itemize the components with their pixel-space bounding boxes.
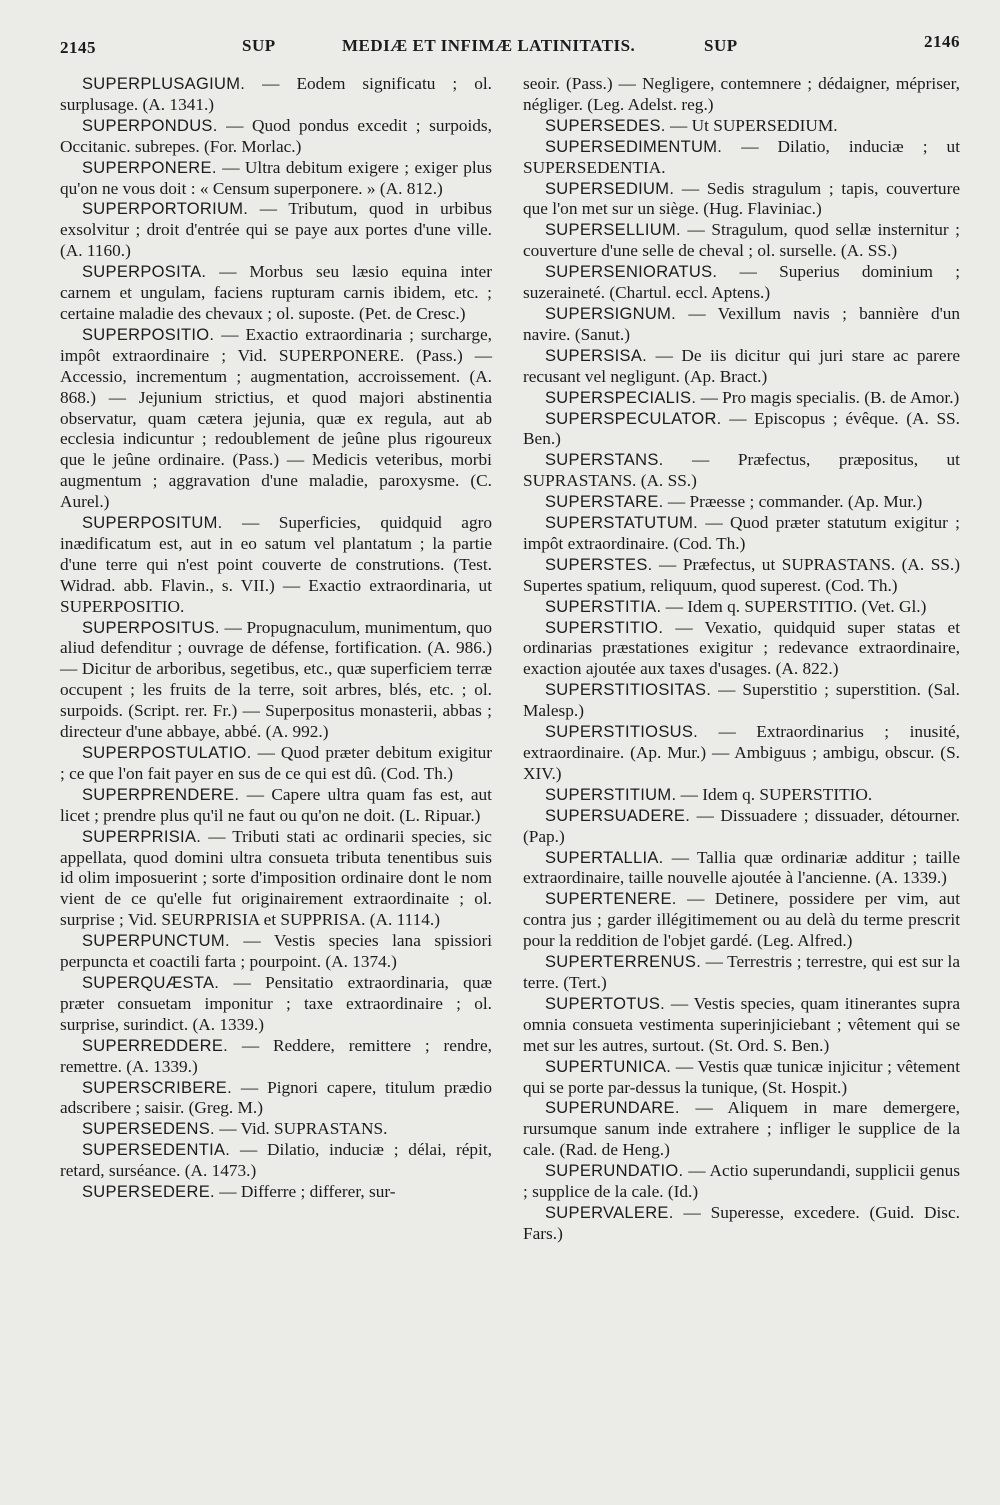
dictionary-entry bbox=[60, 1036, 492, 1078]
entry-headword: SUPERSTITIOSUS. bbox=[545, 723, 699, 742]
dictionary-entry bbox=[523, 722, 960, 785]
dictionary-entry bbox=[523, 116, 960, 137]
entry-headword: SUPERSEDENTIA. bbox=[82, 1141, 231, 1160]
dictionary-entry bbox=[523, 952, 960, 994]
entry-definition: — Vestis species, quam itinerantes supra omnia consueta vestimenta superinjiciebant ; vêtement qui se met sur les autres, surtout. (St. Ord. S. Ben.) bbox=[523, 993, 960, 1055]
entry-headword: SUPERSTITIUM. bbox=[545, 785, 677, 804]
entry-headword: SUPERTOTUS. bbox=[545, 994, 666, 1013]
entry-headword: SUPERPRISIA. bbox=[82, 827, 202, 846]
entry-headword: SUPERVALERE. bbox=[545, 1203, 674, 1222]
entry-definition: — Capere ultra quam fas est, aut licet ; prendre plus qu'il ne faut ou qu'on ne doit. (L. Ripuar.) bbox=[60, 784, 492, 825]
entry-definition: — Vexillum navis ; bannière d'un navire. (Sanut.) bbox=[523, 303, 960, 344]
entry-definition: — Actio superundandi, supplicii genus ; supplice de la cale. (Id.) bbox=[523, 1161, 960, 1202]
entry-definition: — Eodem significatu ; ol. surplusage. (A. 1341.) bbox=[60, 74, 492, 114]
entry-definition: — Quod præter debitum exigitur ; ce que l'on fait payer en sus de ce qui est dû. (Cod. Th.) bbox=[60, 743, 493, 783]
entry-definition: — Reddere, remittere ; rendre, remettre. (A. 1339.) bbox=[60, 1035, 492, 1076]
dictionary-entry bbox=[60, 1140, 492, 1182]
dictionary-entry bbox=[523, 450, 960, 492]
entry-headword: SUPERSELLIUM. bbox=[545, 221, 681, 240]
entry-headword: SUPERSISA. bbox=[545, 346, 648, 365]
entry-definition: — Morbus seu læsio equina inter carnem et ungulam, faciens rupturam carnis ibidem, etc. ; certaine maladie des chevaux ; ol. suposte. (Pet. de Cresc.) bbox=[60, 262, 492, 323]
entry-headword: SUPERSTATUTUM. bbox=[545, 514, 699, 533]
dictionary-entry bbox=[523, 785, 960, 806]
dictionary-entry bbox=[60, 1119, 492, 1140]
entry-headword: SUPERSPECULATOR. bbox=[545, 409, 722, 428]
dictionary-entry bbox=[60, 827, 492, 932]
entry-definition: seoir. (Pass.) — Negligere, contemnere ; dédaigner, mépriser, négliger. (Leg. Adelst. reg.) bbox=[523, 74, 960, 114]
entry-definition: — Vestis species lana spissiori perpuncta et coactili farta ; pourpoint. (A. 1374.) bbox=[60, 931, 492, 972]
entry-headword: SUPERREDDERE. bbox=[82, 1036, 229, 1055]
entry-definition: — Vestis quæ tunicæ injicitur ; vêtement qui se porte par-dessus la tunique, (St. Hospit.) bbox=[523, 1056, 960, 1097]
entry-definition: — Differre ; differer, sur- bbox=[219, 1182, 396, 1202]
dictionary-entry bbox=[60, 158, 492, 200]
dictionary-entry bbox=[523, 409, 960, 451]
entry-definition: — Aliquem in mare demergere, rursumque sanum inde extrahere ; infliger le supplice de la cale. (Rad. de Heng.) bbox=[523, 1098, 960, 1160]
dictionary-entry bbox=[60, 74, 492, 116]
entry-definition: — Vid. SUPRASTANS. bbox=[219, 1119, 388, 1139]
entry-definition: — Tributi stati ac ordinarii species, sic appellata, quod domini ultra consueta tributa tenentibus suis id olim imposuerint ; sorte d'imposition ordinaire dont le nom vient de ce qu'elle fut originairement extraordinaite ; ol. surprise ; Vid. SEURPRISIA et SUPPRISA. (A. 1114.) bbox=[60, 826, 492, 930]
entry-definition: — Ut SUPERSEDIUM. bbox=[670, 115, 838, 135]
dictionary-entry bbox=[523, 1057, 960, 1099]
dictionary-entry bbox=[523, 806, 960, 848]
entry-headword: SUPERTALLIA. bbox=[545, 848, 664, 867]
dictionary-entry bbox=[523, 597, 960, 618]
entry-definition: — Superesse, excedere. (Guid. Disc. Fars.) bbox=[523, 1202, 960, 1243]
entry-headword: SUPERSEDERE. bbox=[82, 1183, 215, 1202]
entry-definition: — Pignori capere, titulum prædio adscribere ; saisir. (Greg. M.) bbox=[60, 1077, 492, 1118]
entry-definition: — Pensitatio extraordinaria, quæ præter consuetam imponitur ; taxe extraordinaire ; ol. surprise, surindict. (A. 1339.) bbox=[60, 972, 492, 1034]
dictionary-entry bbox=[60, 973, 492, 1036]
entry-headword: SUPERPOSITUM. bbox=[82, 514, 223, 533]
entry-definition: — Propugnaculum, munimentum, quo aliud defenditur ; ouvrage de défense, fortification. (A. 986.) — Dicitur de arboribus, segetibus, etc., quæ superficiem terræ occupent ; les fruits de la terre, soit arbres, blés, etc. ; ol. surpoids. (Script. rer. Fr.) — Superpositus monasterii, abbas ; directeur d'une abbaye, abbé. (A. 992.) bbox=[60, 617, 492, 742]
entry-headword: SUPERTENERE. bbox=[545, 890, 677, 909]
running-head bbox=[60, 30, 960, 70]
right-guide-word: SUP bbox=[704, 36, 738, 55]
dictionary-entry bbox=[60, 618, 492, 743]
entry-headword: SUPERSENIORATUS. bbox=[545, 263, 718, 282]
text-columns bbox=[60, 74, 960, 1245]
dictionary-entry bbox=[523, 220, 960, 262]
entry-headword: SUPERSIGNUM. bbox=[545, 304, 677, 323]
entry-definition: — Terrestris ; terrestre, qui est sur la terre. (Tert.) bbox=[523, 952, 960, 992]
entry-definition: — Idem q. SUPERSTITIO. (Vet. Gl.) bbox=[665, 596, 927, 616]
dictionary-entry bbox=[523, 1098, 960, 1161]
entry-headword: SUPERTERRENUS. bbox=[545, 953, 702, 972]
dictionary-entry bbox=[60, 325, 492, 513]
entry-headword: SUPERPONERE. bbox=[82, 158, 217, 177]
entry-definition: — Stragulum, quod sellæ insternitur ; couverture d'une selle de cheval ; ol. surselle. (A. SS.) bbox=[523, 220, 960, 261]
entry-definition: — Sedis stragulum ; tapis, couverture que l'on met sur un siège. (Hug. Flaviniac.) bbox=[523, 178, 960, 219]
entry-definition: — Vexatio, quidquid super statas et ordinarias præstationes exigitur ; redevance extraordinaire, exaction ajoutée aux taxes d'usages. (A. 822.) bbox=[523, 617, 961, 679]
dictionary-entry bbox=[523, 513, 960, 555]
dictionary-entry bbox=[60, 262, 492, 325]
entry-definition: — De iis dicitur qui juri stare ac parere recusant vel negligunt. (Ap. Bract.) bbox=[523, 345, 960, 386]
entry-headword: SUPERSEDES. bbox=[545, 116, 666, 135]
dictionary-entry bbox=[523, 848, 960, 890]
left-column bbox=[60, 74, 492, 1245]
entry-headword: SUPERSCRIBERE. bbox=[82, 1078, 232, 1097]
right-page-number: 2146 bbox=[924, 32, 960, 51]
entry-headword: SUPERPOSITIO. bbox=[82, 325, 215, 344]
entry-headword: SUPERSTANS. bbox=[545, 451, 664, 470]
dictionary-entry bbox=[523, 889, 960, 952]
entry-definition: — Dilatio, induciæ ; ut SUPERSEDENTIA. bbox=[523, 136, 960, 177]
dictionary-entry bbox=[523, 1203, 960, 1245]
dictionary-entry bbox=[523, 388, 960, 409]
entry-definition: — Idem q. SUPERSTITIO. bbox=[680, 784, 873, 804]
left-page-number: 2145 bbox=[60, 38, 96, 57]
dictionary-entry bbox=[60, 931, 492, 973]
entry-headword: SUPERSTITIOSITAS. bbox=[545, 681, 712, 700]
dictionary-entry bbox=[60, 1182, 492, 1203]
entry-headword: SUPERSUADERE. bbox=[545, 806, 691, 825]
dictionary-entry bbox=[523, 680, 960, 722]
dictionary-entry bbox=[523, 74, 960, 116]
entry-definition: — Extraordinarius ; inusité, extraordinaire. (Ap. Mur.) — Ambiguus ; ambigu, obscur. (S. XIV.) bbox=[523, 722, 960, 783]
entry-definition: — Præesse ; commander. (Ap. Mur.) bbox=[667, 492, 923, 512]
dictionary-entry bbox=[523, 346, 960, 388]
entry-headword: SUPERSTITIA. bbox=[545, 597, 662, 616]
dictionary-entry bbox=[60, 743, 492, 785]
running-title: MEDIÆ ET INFIMÆ LATINITATIS. bbox=[342, 36, 636, 55]
entry-headword: SUPERSEDIUM. bbox=[545, 179, 675, 198]
entry-headword: SUPERUNDATIO. bbox=[545, 1162, 684, 1181]
entry-headword: SUPERSPECIALIS. bbox=[545, 388, 697, 407]
entry-headword: SUPERPRENDERE. bbox=[82, 785, 240, 804]
entry-definition: — Præfectus, ut SUPRASTANS. (A. SS.) Supertes spatium, reliquum, quod superest. (Cod. Th.) bbox=[523, 554, 960, 595]
entry-headword: SUPERSTES. bbox=[545, 555, 653, 574]
dictionary-entry bbox=[523, 304, 960, 346]
dictionary-entry bbox=[523, 179, 960, 221]
entry-headword: SUPERPONDUS. bbox=[82, 116, 218, 135]
entry-headword: SUPERPLUSAGIUM. bbox=[82, 75, 246, 93]
entry-headword: SUPERUNDARE. bbox=[545, 1099, 680, 1118]
dictionary-entry bbox=[60, 116, 492, 158]
entry-definition: — Superstitio ; superstition. (Sal. Malesp.) bbox=[523, 680, 960, 721]
entry-headword: SUPERSEDENS. bbox=[82, 1120, 215, 1139]
entry-definition: — Tallia quæ ordinariæ additur ; taille extraordinaire, taille nouvelle ajoutée à l'ancienne. (A. 1339.) bbox=[523, 847, 960, 888]
entry-definition: — Dissuadere ; dissuader, détourner. (Pap.) bbox=[523, 805, 960, 846]
dictionary-entry bbox=[523, 555, 960, 597]
entry-definition: — Detinere, possidere per vim, aut contra jus ; garder illégitimement ou au delà du terme prescrit pour la reddition de l'objet gardé. (Leg. Alfred.) bbox=[523, 889, 960, 951]
entry-definition: — Pro magis specialis. (B. de Amor.) bbox=[700, 387, 960, 407]
entry-definition: — Quod pondus excedit ; surpoids, Occitanic. subrepes. (For. Morlac.) bbox=[60, 115, 492, 156]
dictionary-entry bbox=[523, 262, 960, 304]
entry-definition: — Superius dominium ; suzeraineté. (Chartul. eccl. Aptens.) bbox=[523, 262, 960, 303]
dictionary-entry bbox=[523, 618, 960, 681]
entry-headword: SUPERSEDIMENTUM. bbox=[545, 137, 723, 156]
dictionary-entry bbox=[60, 513, 492, 618]
entry-headword: SUPERPOSITUS. bbox=[82, 618, 220, 637]
entry-headword: SUPERSTARE. bbox=[545, 493, 664, 512]
entry-headword: SUPERPOSTULATIO. bbox=[82, 744, 252, 762]
entry-headword: SUPERSTITIO. bbox=[545, 618, 664, 637]
dictionary-entry bbox=[523, 137, 960, 179]
dictionary-entry bbox=[60, 785, 492, 827]
entry-headword: SUPERPORTORIUM. bbox=[82, 200, 249, 219]
entry-headword: SUPERTUNICA. bbox=[545, 1057, 672, 1076]
entry-definition: — Episcopus ; évêque. (A. SS. Ben.) bbox=[523, 408, 960, 449]
entry-definition: — Præfectus, præpositus, ut SUPRASTANS. (A. SS.) bbox=[523, 450, 960, 491]
entry-definition: — Dilatio, induciæ ; délai, répit, retard, surséance. (A. 1473.) bbox=[60, 1140, 492, 1181]
entry-definition: — Superficies, quidquid agro inædificatum est, aut in eo satum vel plantatum ; la partie d'une terre qui n'est point couverte de construtions. (Test. Widrad. abb. Flavin., s. VII.) — Exactio extraordinaria, ut SUPERPOSITIO. bbox=[60, 513, 492, 616]
entry-headword: SUPERQUÆSTA. bbox=[82, 973, 220, 992]
entry-headword: SUPERPOSITA. bbox=[82, 263, 207, 282]
entry-definition: — Exactio extraordinaria ; surcharge, impôt extraordinaire ; Vid. SUPERPONERE. (Pass.) — Accessio, incrementum ; augmentation, accroissement. (A. 868.) — Jejunium strictius, et quod majori abstinentia observatur, quam cætera jejunia, quæ ex regula, aut ab ecclesia indicuntur ; redoublement de jeûne plus rigoureux que le jeûne ordinaire. (Pass.) — Medicis veteribus, morbi augmentum ; aggravation d'une maladie, paroxysme. (C. Aurel.) bbox=[60, 324, 493, 512]
entry-definition: — Ultra debitum exigere ; exiger plus qu'on ne vous doit : « Censum superponere. » (A. 812.) bbox=[60, 157, 492, 198]
dictionary-entry bbox=[523, 994, 960, 1057]
dictionary-entry bbox=[60, 1078, 492, 1120]
entry-definition: — Quod præter statutum exigitur ; impôt extraordinaire. (Cod. Th.) bbox=[523, 513, 960, 553]
dictionary-entry bbox=[523, 492, 960, 513]
dictionary-entry bbox=[523, 1161, 960, 1203]
left-guide-word: SUP bbox=[242, 36, 276, 55]
right-column bbox=[523, 74, 960, 1245]
entry-definition: — Tributum, quod in urbibus exsolvitur ; droit d'entrée qui se paye aux portes d'une ville. (A. 1160.) bbox=[60, 199, 492, 261]
dictionary-entry bbox=[60, 199, 492, 262]
entry-headword: SUPERPUNCTUM. bbox=[82, 932, 230, 951]
